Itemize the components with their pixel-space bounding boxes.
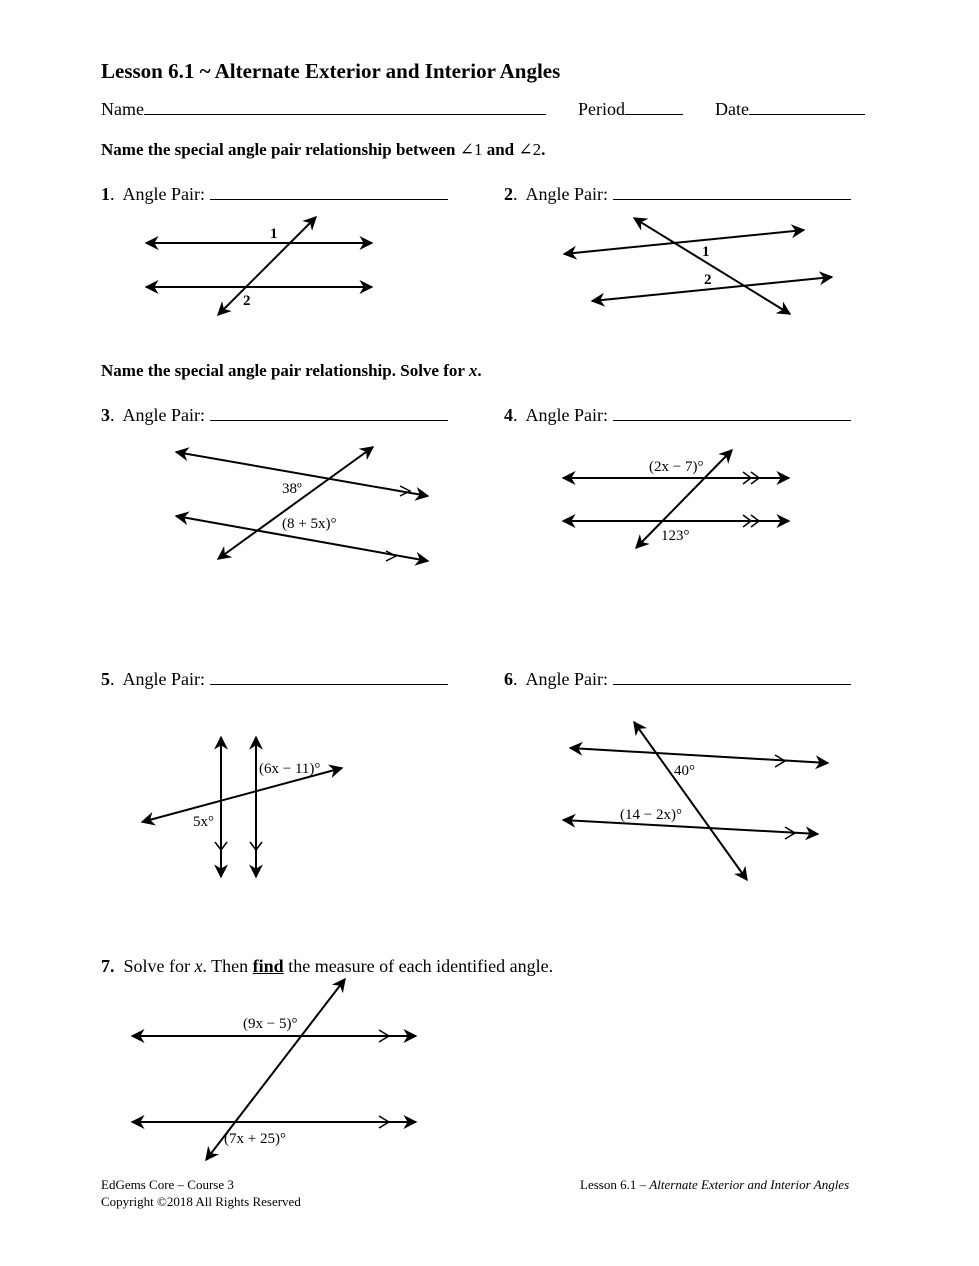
- problem-5-angle-a: (6x − 11)°: [259, 761, 321, 777]
- instruction-1-end: .: [541, 140, 546, 159]
- problem-1-angle-1: 1: [270, 226, 278, 242]
- footer-right-prefix: Lesson 6.1 –: [580, 1177, 647, 1192]
- problem-6-header: 6. Angle Pair:: [504, 669, 851, 690]
- problem-7-number: 7.: [101, 956, 115, 976]
- problem-6-angle-a: 40°: [674, 763, 695, 779]
- problem-2-angle-1: 1: [702, 244, 710, 260]
- instruction-1-text: Name the special angle pair relationship between: [101, 140, 456, 159]
- instruction-2-var: x: [468, 361, 478, 380]
- problem-7-angle-b: (7x + 25)°: [224, 1131, 286, 1147]
- problem-7-find: find: [252, 956, 284, 976]
- problem-7-text-2: . Then: [202, 956, 249, 976]
- angle-2-symbol: ∠2: [518, 140, 542, 159]
- angle-1-symbol: ∠1: [459, 140, 483, 159]
- problem-4-number: 4: [504, 405, 513, 425]
- problem-1-number: 1: [101, 184, 110, 204]
- date-label: Date: [715, 99, 749, 119]
- problem-3-angle-b: (8 + 5x)°: [282, 516, 337, 532]
- name-label: Name: [101, 99, 144, 119]
- problem-7-text-1: Solve for: [123, 956, 190, 976]
- problem-6-label: Angle Pair:: [525, 669, 609, 689]
- problem-4-angle-a: (2x − 7)°: [649, 459, 704, 475]
- problem-6-number: 6: [504, 669, 513, 689]
- instruction-2-text: Name the special angle pair relationship. Solve for: [101, 361, 465, 380]
- problem-5-label: Angle Pair:: [122, 669, 206, 689]
- footer-right: [580, 1177, 849, 1193]
- problem-7-angle-a: (9x − 5)°: [243, 1016, 298, 1032]
- problem-7-var: x: [194, 956, 203, 976]
- problem-2-label: Angle Pair:: [525, 184, 609, 204]
- problem-5-header: 5. Angle Pair:: [101, 669, 448, 690]
- problem-4-angle-b: 123°: [661, 528, 690, 544]
- problem-7-text-3: the measure of each identified angle.: [288, 956, 554, 976]
- problem-3-number: 3: [101, 405, 110, 425]
- footer-right-italic: Alternate Exterior and Interior Angles: [649, 1177, 850, 1192]
- problem-2-header: 2. Angle Pair:: [504, 184, 851, 205]
- problem-1-header: 1. Angle Pair:: [101, 184, 448, 205]
- period-label: Period: [578, 99, 625, 119]
- problem-6-angle-b: (14 − 2x)°: [620, 807, 682, 823]
- problem-5-number: 5: [101, 669, 110, 689]
- problem-2-number: 2: [504, 184, 513, 204]
- problem-2-angle-2: 2: [704, 272, 712, 288]
- problem-5-angle-b: 5x°: [193, 814, 214, 830]
- footer-left-line-2: Copyright ©2018 All Rights Reserved: [101, 1194, 301, 1209]
- problem-1-label: Angle Pair:: [122, 184, 206, 204]
- problem-4-label: Angle Pair:: [525, 405, 609, 425]
- problem-1-angle-2: 2: [243, 293, 251, 309]
- problem-3-label: Angle Pair:: [122, 405, 206, 425]
- instruction-2-end: .: [477, 361, 482, 380]
- problem-4-header: 4. Angle Pair:: [504, 405, 851, 426]
- page-title: Lesson 6.1 ~ Alternate Exterior and Interior Angles: [101, 59, 561, 83]
- footer-left-line-1: EdGems Core – Course 3: [101, 1177, 234, 1192]
- problem-3-angle-a: 38º: [282, 481, 302, 497]
- problem-3-header: 3. Angle Pair:: [101, 405, 448, 426]
- instruction-1-and: and: [486, 140, 515, 159]
